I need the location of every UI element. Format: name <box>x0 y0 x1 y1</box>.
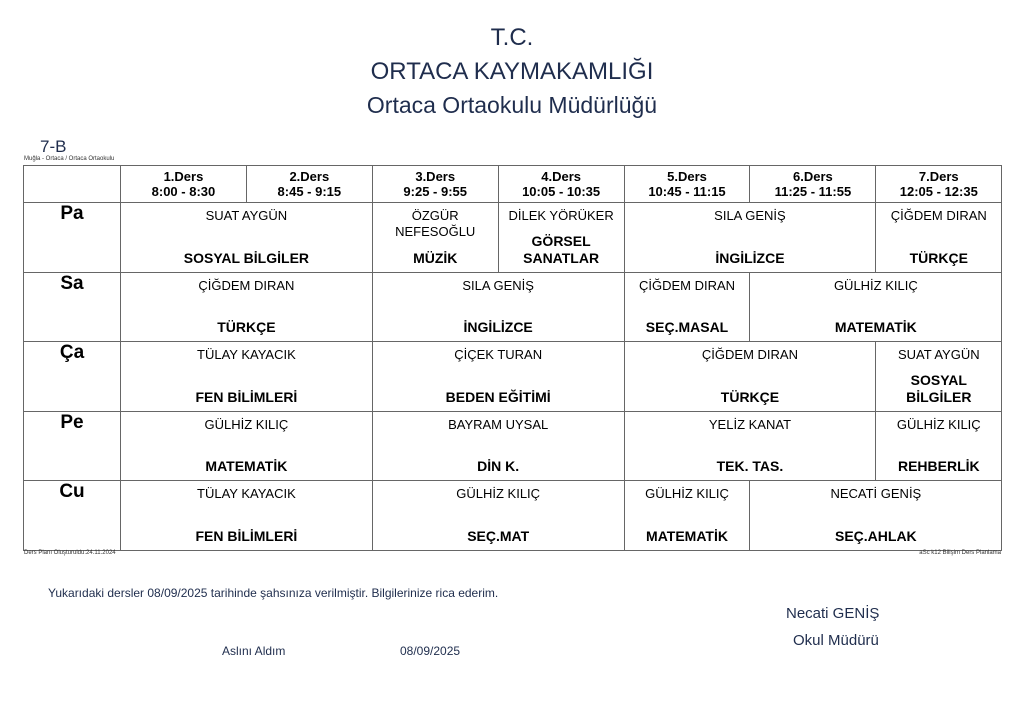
lesson-teacher: ÇİĞDEM DIRAN <box>198 277 295 293</box>
lesson-subject: DİN K. <box>477 458 520 475</box>
received-date: 08/09/2025 <box>400 644 461 658</box>
principal-name: Necati GENİŞ <box>786 605 880 622</box>
lesson-cell <box>372 203 498 273</box>
period-header <box>624 166 750 203</box>
period-header <box>750 166 876 203</box>
lesson-subject: MATEMATİK <box>646 527 728 544</box>
lesson-teacher: SILA GENİŞ <box>462 277 534 293</box>
period-header <box>876 166 1002 203</box>
lesson-teacher: GÜLHİZ KILIÇ <box>645 486 729 502</box>
day-name: Cu <box>24 481 121 551</box>
period-name: 1.Ders <box>163 169 204 184</box>
lesson-cell <box>498 203 624 273</box>
lesson-teacher: NECATİ GENİŞ <box>830 486 922 502</box>
period-name: 3.Ders <box>415 169 456 184</box>
period-name: 5.Ders <box>667 169 707 184</box>
lesson-teacher: ÇİĞDEM DIRAN <box>890 208 987 223</box>
lesson-subject: İNGİLİZCE <box>715 249 785 266</box>
lesson-cell <box>372 481 624 551</box>
day-name: Sa <box>24 272 121 342</box>
lesson-teacher: DİLEK YÖRÜKER <box>508 208 614 223</box>
lesson-cell <box>876 411 1002 481</box>
lesson-cell <box>121 481 373 551</box>
lesson-subject: MATEMATİK <box>205 458 288 475</box>
lesson-subject: MÜZİK <box>413 249 458 266</box>
period-header <box>246 166 372 203</box>
lesson-subject: MATEMATİK <box>834 319 917 336</box>
lesson-teacher: BAYRAM UYSAL <box>448 416 549 432</box>
period-time: 8:45 - 9:15 <box>277 184 342 199</box>
lesson-cell <box>750 481 1002 551</box>
lesson-teacher: SILA GENİŞ <box>714 208 786 223</box>
lesson-subject: FEN BİLİMLERİ <box>195 527 298 544</box>
lesson-subject: TÜRKÇE <box>217 319 276 336</box>
period-time: 10:05 - 10:35 <box>522 184 601 199</box>
lesson-teacher: ÇİĞDEM DIRAN <box>701 347 798 363</box>
lesson-teacher: YELİZ KANAT <box>708 416 792 432</box>
lesson-subject: TÜRKÇE <box>909 249 968 266</box>
lesson-cell <box>121 411 373 481</box>
lesson-subject: İNGİLİZCE <box>463 319 533 336</box>
period-time: 8:00 - 8:30 <box>151 184 216 199</box>
period-name: 6.Ders <box>793 169 833 184</box>
lesson-cell <box>121 203 373 273</box>
principal-title: Okul Müdürü <box>793 632 879 649</box>
lesson-cell <box>121 342 373 412</box>
lesson-teacher: GÜLHİZ KILIÇ <box>833 277 918 293</box>
delivery-note: Yukarıdaki dersler 08/09/2025 tarihinde şahsınıza verilmiştir. Bilgilerinize rica ederim. <box>48 586 499 600</box>
created-date-label: Ders Planı Oluşturuldu:24.11.2024 <box>24 550 116 556</box>
lesson-cell <box>624 203 876 273</box>
lesson-subject: SOSYAL BİLGİLER <box>906 371 972 405</box>
lesson-subject: SEÇ.AHLAK <box>835 527 917 544</box>
class-name: 7-B <box>40 137 67 156</box>
lesson-cell <box>624 272 750 342</box>
lesson-subject: BEDEN EĞİTİMİ <box>445 388 551 405</box>
corner-cell <box>24 166 121 203</box>
lesson-subject: REHBERLİK <box>897 458 980 475</box>
lesson-teacher: SUAT AYGÜN <box>205 208 288 223</box>
period-time: 10:45 - 11:15 <box>648 184 726 199</box>
day-row-ca <box>24 342 1002 412</box>
lesson-teacher: GÜLHİZ KILIÇ <box>896 416 981 432</box>
lesson-subject: TEK. TAS. <box>716 458 784 475</box>
lesson-teacher: GÜLHİZ KILIÇ <box>204 416 289 432</box>
lesson-cell <box>624 342 876 412</box>
lesson-teacher: SUAT AYGÜN <box>897 347 980 363</box>
period-time: 12:05 - 12:35 <box>899 184 978 199</box>
period-name: 7.Ders <box>918 169 959 184</box>
header-kaymakamlik: ORTACA KAYMAKAMLIĞI <box>370 58 654 85</box>
period-time: 11:25 - 11:55 <box>774 184 852 199</box>
lesson-subject: SEÇ.MASAL <box>645 319 729 336</box>
lesson-cell <box>372 272 624 342</box>
header-tc: T.C. <box>490 24 534 51</box>
lesson-teacher: TÜLAY KAYACIK <box>197 486 296 502</box>
day-row-pe <box>24 411 1002 481</box>
software-label: aSc k12 Bilişim Ders Planlama <box>919 550 1001 556</box>
location-label: Muğla - Ortaca / Ortaca Ortaokulu <box>24 156 115 162</box>
day-row-sa <box>24 272 1002 342</box>
day-name: Pa <box>24 203 121 273</box>
lesson-subject: SOSYAL BİLGİLER <box>183 249 310 266</box>
day-row-pa <box>24 203 1002 273</box>
lesson-subject: TÜRKÇE <box>720 388 780 405</box>
period-header <box>372 166 498 203</box>
day-name: Pe <box>24 411 121 481</box>
lesson-teacher: GÜLHİZ KILIÇ <box>456 486 541 502</box>
timetable <box>23 165 1002 551</box>
period-header-row <box>24 166 1002 203</box>
lesson-subject: GÖRSEL SANATLAR <box>523 232 600 266</box>
lesson-cell <box>372 342 624 412</box>
period-time: 9:25 - 9:55 <box>403 184 468 199</box>
lesson-cell <box>876 342 1002 412</box>
lesson-subject: SEÇ.MAT <box>467 527 530 544</box>
lesson-cell <box>750 272 1002 342</box>
lesson-cell <box>876 203 1002 273</box>
lesson-teacher: ÇİĞDEM DIRAN <box>638 277 736 293</box>
period-header <box>121 166 247 203</box>
lesson-cell <box>624 481 750 551</box>
received-label: Aslını Aldım <box>222 644 286 658</box>
period-header <box>498 166 624 203</box>
lesson-teacher: TÜLAY KAYACIK <box>197 347 296 363</box>
header-school: Ortaca Ortaokulu Müdürlüğü <box>366 92 658 118</box>
lesson-cell <box>372 411 624 481</box>
lesson-subject: FEN BİLİMLERİ <box>195 388 298 405</box>
day-row-cu <box>24 481 1002 551</box>
lesson-teacher: ÇİÇEK TURAN <box>454 347 543 363</box>
period-name: 4.Ders <box>541 169 581 184</box>
lesson-teacher: ÖZGÜR NEFESOĞLU <box>395 208 476 239</box>
day-name: Ça <box>24 342 121 412</box>
lesson-cell <box>624 411 876 481</box>
period-name: 2.Ders <box>289 169 330 184</box>
lesson-cell <box>121 272 373 342</box>
